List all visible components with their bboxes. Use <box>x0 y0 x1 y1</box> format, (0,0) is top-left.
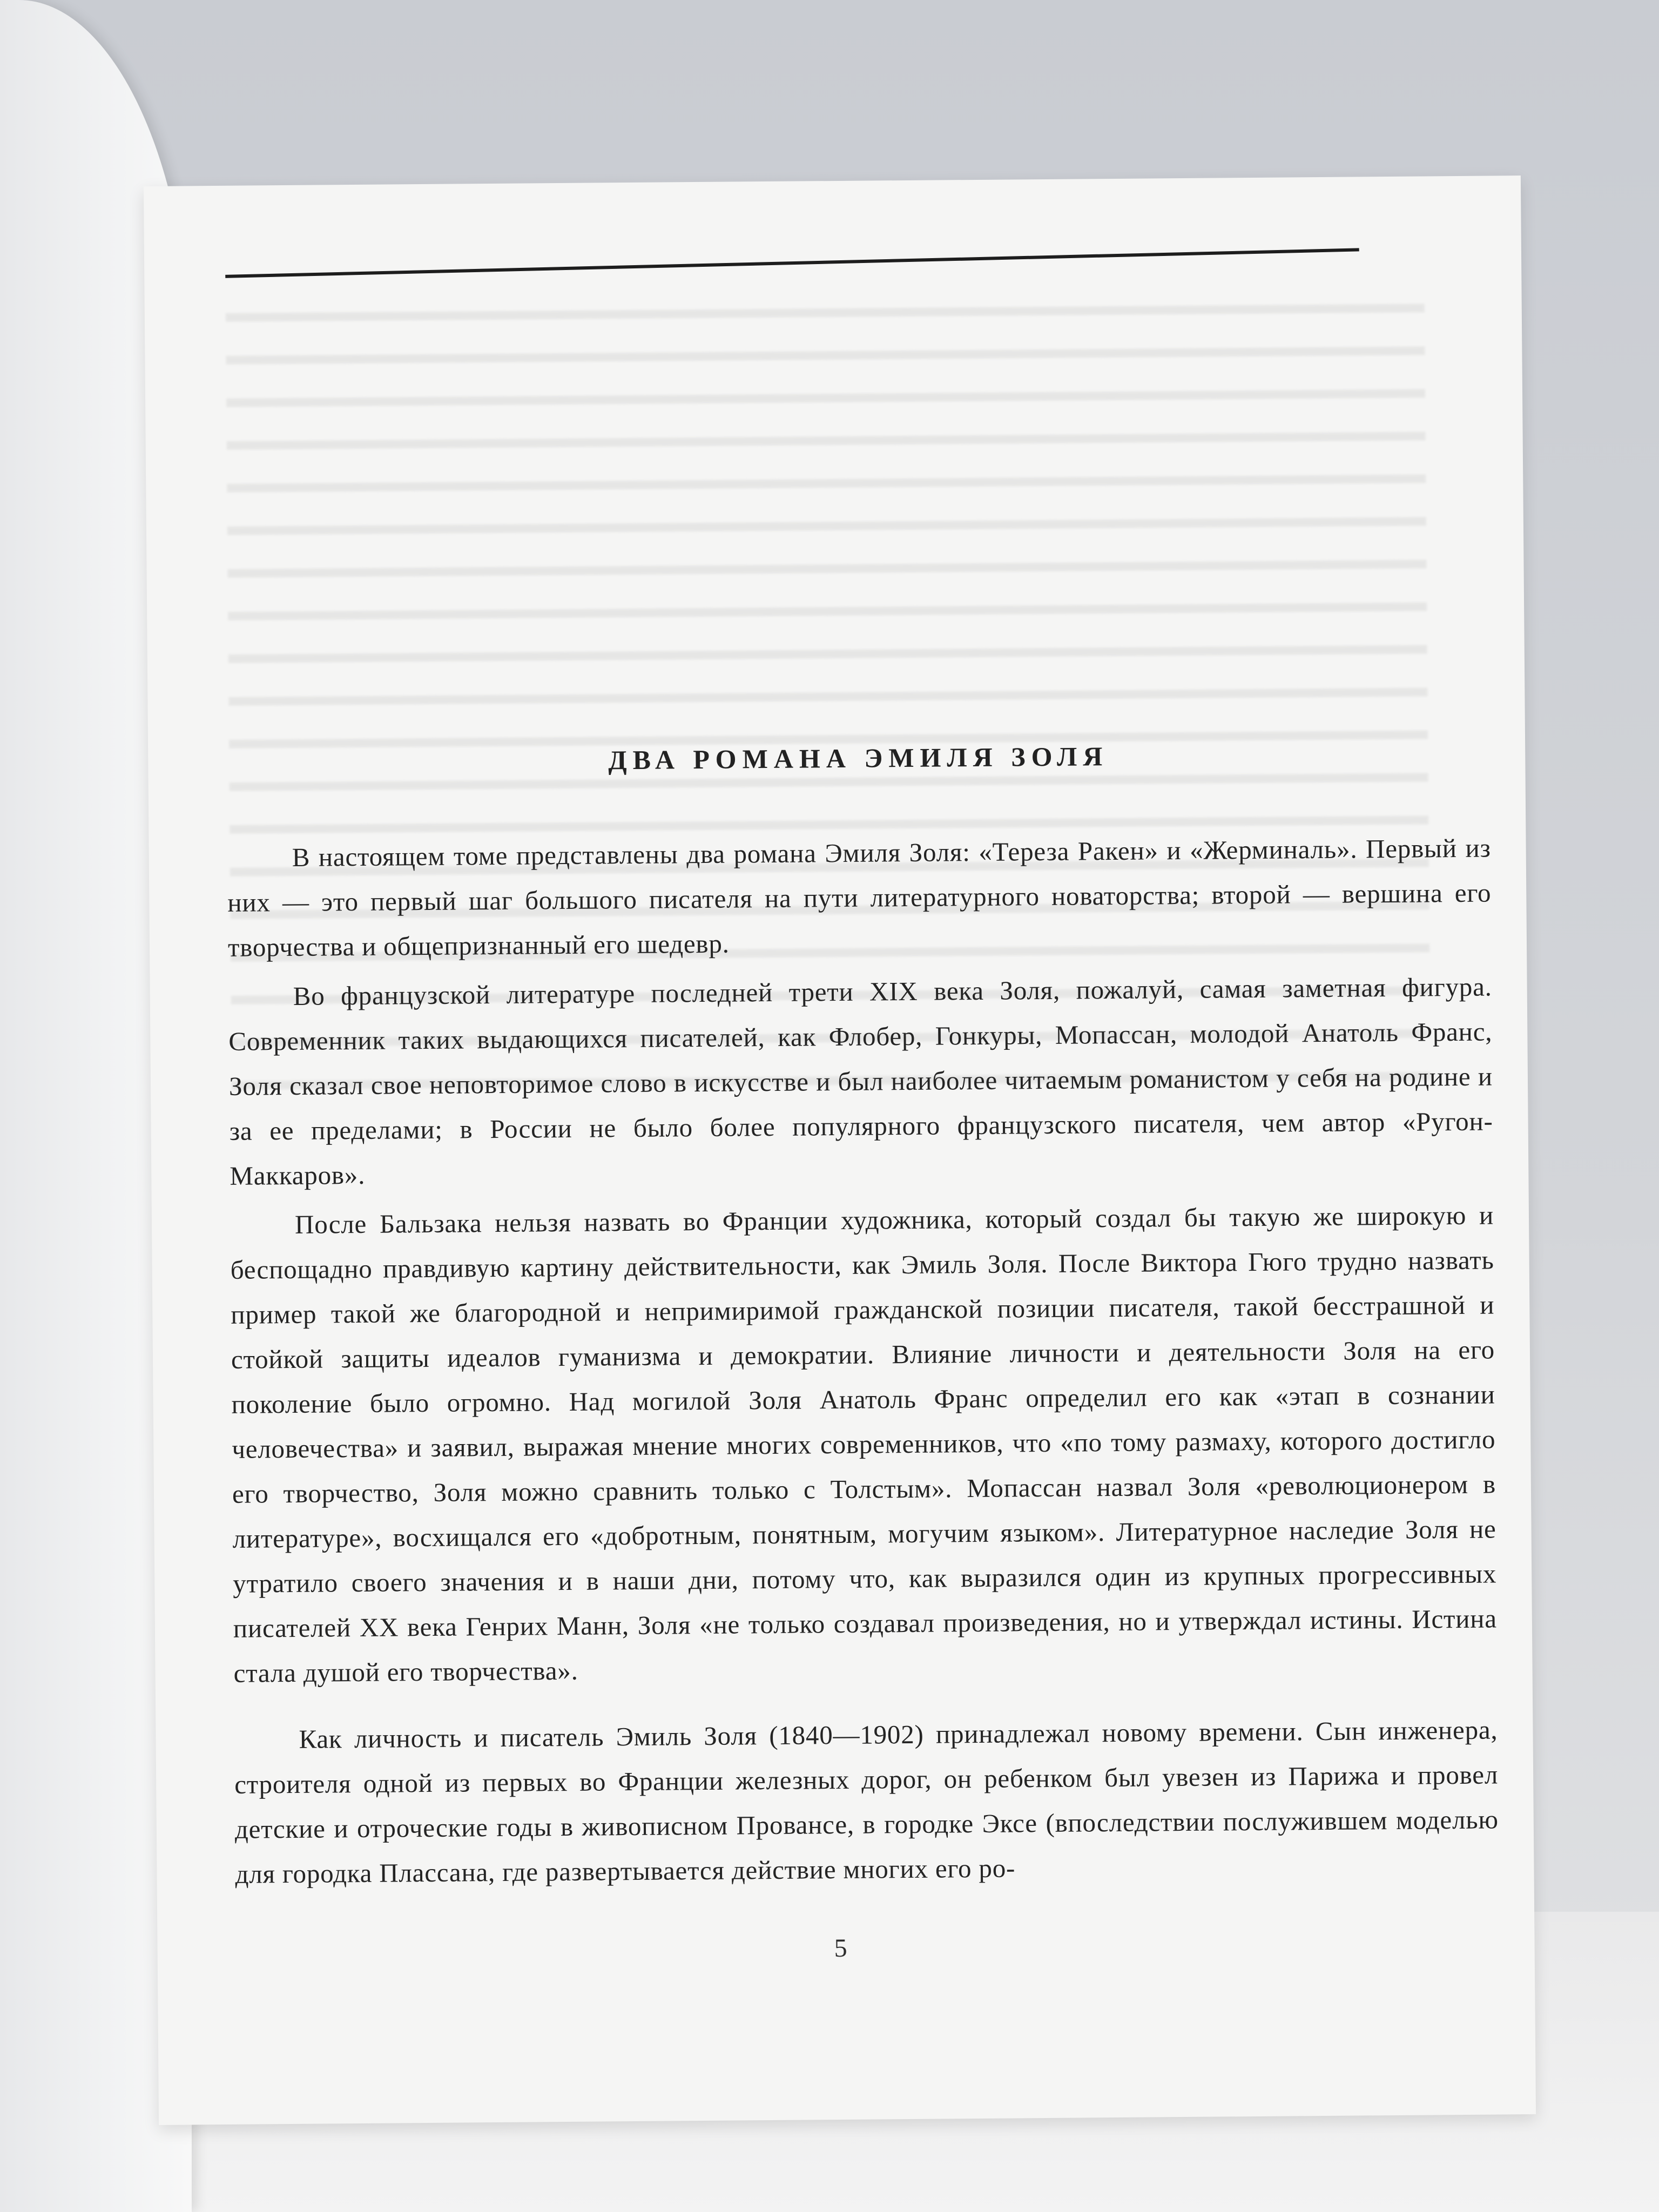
chapter-title: ДВА РОМАНА ЭМИЛЯ ЗОЛЯ <box>608 741 1109 775</box>
header-rule <box>225 248 1359 278</box>
paragraph-2: Во французской литературе последней трети XIX века Золя, пожалуй, самая заметная фигура. Современник таких выдающихся писателей, как Флобер, Гонкуры, Мопассан, молодой Анатоль Франс, Золя сказал свое неповторимое слово в искусстве и был наиболее читаемым романистом у себя на родине и за ее пределами; в России не было более популярного французского писателя, чем автор «Ругон-Маккаров». <box>228 972 1493 1191</box>
paragraph-3: После Бальзака нельзя назвать во Франции художника, который создал бы такую же широкую и беспощадно правдивую картину действительности, как Эмиль Золя. После Виктора Гюго трудно назвать пример такой же благородной и непримиримой гражданской позиции писателя, такой бесстрашной и стойкой защиты идеалов гуманизма и демократии. Влияние личности и деятельности Золя на его поколение было огромно. Над могилой Золя Анатоль Франс определил его как «этап в сознании человечества» и заявил, выражая мнение многих современников, что «по тому размаху, которого достигло его творчество, Золя можно сравнить только с Толстым». Мопассан назвал Золя «революционером в литературе», восхищался его «добротным, понятным, могучим языком». Литературное наследие Золя не утратило своего значения и в наши дни, потому что, как выразился один из крупных прогрессивных писателей XX века Генрих Манн, Золя «не только создавал произведения, но и утверждал истины. Истина стала душой его творчества». <box>230 1200 1498 1688</box>
book-page <box>144 176 1536 2125</box>
paragraph-1: В настоящем томе представлены два романа Эмиля Золя: «Тереза Ракен» и «Жерминаль». Первый из них — это первый шаг большого писателя на пути литературного новаторства; второй — вершина его творчества и общепризнанный его шедевр. <box>227 833 1492 962</box>
paragraph-4: Как личность и писатель Эмиль Золя (1840—1902) принадлежал новому времени. Сын инженера, строителя одной из первых во Франции железных дорог, он ребенком был увезен из Парижа и провел детские и отроческие годы в живописном Провансе, в городке Эксе (впоследствии послужившем моделью для городка Плассана, где развертывается действие многих его ро- <box>234 1715 1499 1889</box>
page-number: 5 <box>834 1933 847 1963</box>
page-content <box>226 738 1499 1897</box>
